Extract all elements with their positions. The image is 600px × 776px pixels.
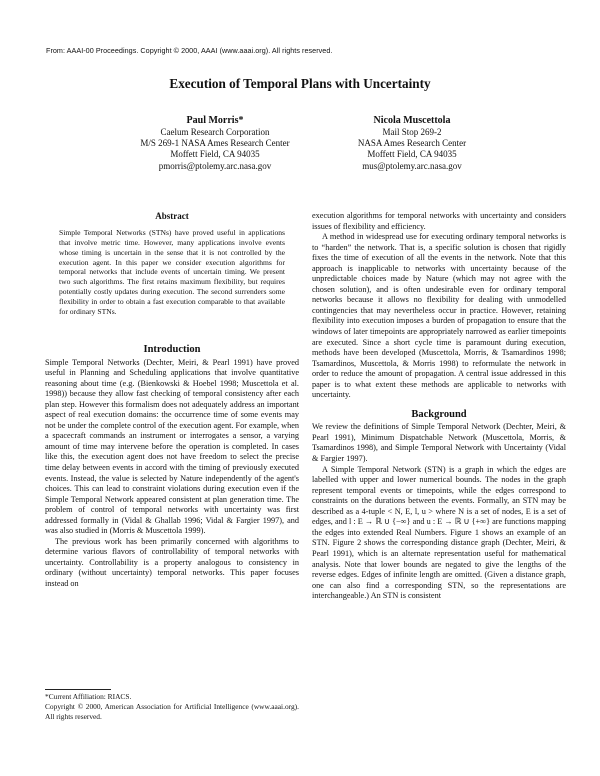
- author-block-2: [312, 115, 512, 172]
- right-column: [312, 211, 566, 602]
- introduction-heading: Introduction: [143, 344, 201, 355]
- introduction-section: [45, 345, 299, 590]
- footnote-affiliation: *Current Affiliation: RIACS.: [45, 692, 132, 701]
- author-block-1: [115, 115, 315, 172]
- author-city: Moffett Field, CA 94035: [170, 149, 260, 160]
- abstract-text: Simple Temporal Networks (STNs) have proved useful in applications that involve metric time. However, many applications involve events whose timing is uncertain in the sense that it is not controlled by the execution agent. In this paper we consider execution algorithms for temporal networks that include events of uncertain timing. We present two such algorithms. The first retains maximum flexibility, but requires potentially costly updates during execution. The second surrenders some flexibility in order to obtain a fast execution comparable to that available for ordinary STNs.: [59, 228, 285, 316]
- author-address: NASA Ames Research Center: [357, 138, 467, 149]
- background-heading: Background: [411, 408, 467, 420]
- footnote-rule: [45, 689, 111, 690]
- intro-paragraph-2: The previous work has been primarily concerned with algorithms to determine various flavors of controllability of temporal networks with uncertainty. Controllability is a property analogous to consistency in ordinary (without uncertainty) temporal networks. This paper focuses instead on: [45, 536, 299, 589]
- background-paragraph-1: We review the definitions of Simple Temporal Network (Dechter, Meiri, & Pearl 1991), Minimum Dispatchable Network (Muscettola, Morris, & Tsamardinos 1998), and Simple Temporal Network with Uncertainty (Vidal & Fargier 1997).: [312, 422, 566, 464]
- intro-paragraph-1: Simple Temporal Networks (Dechter, Meiri, & Pearl 1991) have proved useful in Planning and Scheduling applications that involve quantitative reasoning about time (e.g. (Bienkowski & Hoebel 1998; Muscettola et al. 1998)) because they allow fast checking of temporal consistency after each plan step. However this formalism does not adequately address an important aspect of real execution domains: the occurrence time of some events may not be under the complete control of the execution agent. For example, when a spacecraft commands an instrument or interrogates a sensor, a varying amount of time may intervene before the operation is completed. In cases like this, the execution agent does not have freedom to select the precise time delay between events in accord with the timing of previously executed events. Instead, the value is selected by Nature independently of the agent's choices. This can lead to constraint violations during execution even if the Simple Temporal Network appeared consistent at plan generation time. The problem of control of temporal networks with uncertainty was first addressed formally in (Vidal & Ghallab 1996; Vidal & Fargier 1997), and was also studied in (Morris & Muscettola 1999).: [45, 357, 299, 536]
- author-email: pmorris@ptolemy.arc.nasa.gov: [158, 160, 272, 171]
- right-paragraph-continued: execution algorithms for temporal networks with uncertainty and considers issues of flexibility and efficiency.: [312, 211, 566, 231]
- author-affiliation: Mail Stop 269-2: [382, 127, 442, 137]
- background-paragraph-2: A Simple Temporal Network (STN) is a graph in which the edges are labelled with upper and lower numerical bounds. The nodes in the graph represent temporal events or timepoints, while the edges correspond to constraints on the durations between the events. Formally, an STN may be described as a 4-tuple < N, E, l, u > where N is a set of nodes, E is a set of edges, and l : E → ℝ ∪ {−∞} and u : E → ℝ ∪ {+∞} are functions mapping the edges into extended Real Numbers. Figure 1 shows an example of an STN. Figure 2 shows the corresponding distance graph (Dechter, Meiri, & Pearl 1991), which is an alternate representation useful for mathematical analysis. Note that lower bounds are negated to give the lengths of the reverse edges. Edges of infinite length are omitted. (Given a distance graph, one can also find a corresponding STN, so the representations are interchangeable.) An STN is consistent: [312, 464, 566, 601]
- author-email: mus@ptolemy.arc.nasa.gov: [362, 160, 462, 171]
- proceedings-header: From: AAAI-00 Proceedings. Copyright © 2000, AAAI (www.aaai.org). All rights reserved.: [46, 46, 333, 55]
- abstract-heading: Abstract: [155, 211, 189, 221]
- author-name: Paul Morris*: [186, 115, 244, 126]
- author-address: M/S 269-1 NASA Ames Research Center: [140, 138, 290, 149]
- footnote-copyright: Copyright © 2000, American Association for Artificial Intelligence (www.aaai.org). All rights reserved.: [45, 702, 299, 721]
- paper-title: Execution of Temporal Plans with Uncertainty: [169, 76, 431, 91]
- author-name: Nicola Muscettola: [373, 115, 451, 126]
- author-city: Moffett Field, CA 94035: [367, 149, 457, 160]
- author-affiliation: Caelum Research Corporation: [160, 127, 270, 137]
- right-paragraph-method: A method in widespread use for executing ordinary temporal networks is to “harden” the network. That is, a specific solution is chosen that rigidly fixes the time of execution of all the events in the network. Note that this approach is inapplicable to networks with uncertainty because of the unpredictable choices made by Nature (which may not agree with the chosen solution), and is often undesirable even for ordinary temporal networks because it allows no flexibility for dealing with unmodelled contingencies that may nevertheless occur in practice. However, retaining flexibility into execution imposes a burden of propagation to ensure that the windows of later timepoints are appropriately narrowed as earlier timepoints are executed. Since a short cycle time is paramount during execution, methods have been developed (Muscettola, Morris, & Tsamardinos 1998; Tsamardinos, Muscettola, & Morris 1998) to reformulate the network in order to reduce the amount of propagation. A central issue addressed in this paper is to what extent these methods are applicable to networks with uncertainty.: [312, 232, 566, 400]
